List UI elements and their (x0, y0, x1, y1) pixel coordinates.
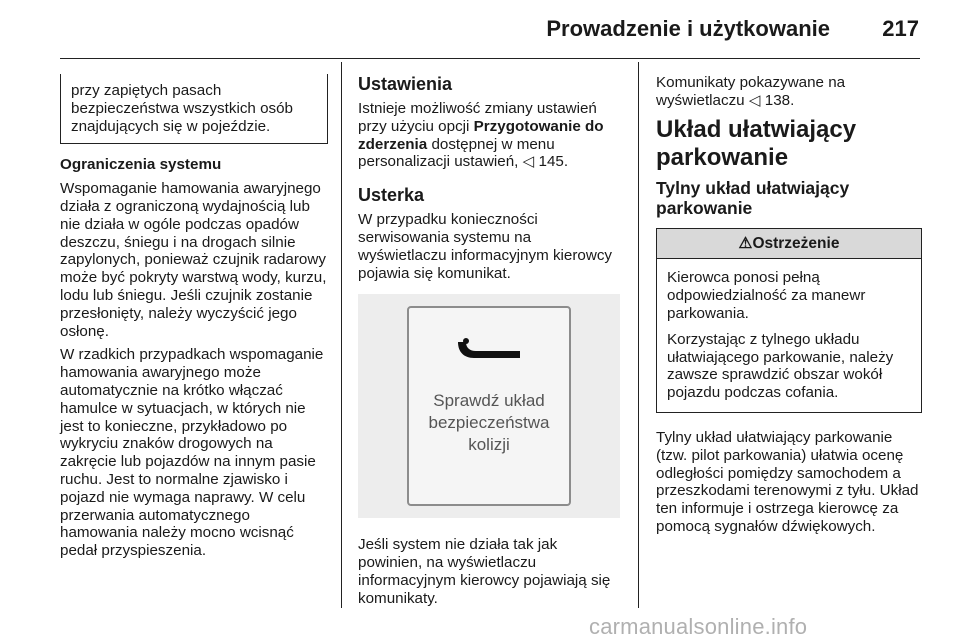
settings-heading: Ustawienia (358, 74, 453, 94)
messages-paragraph: Komunikaty pokazywane na wyświetlaczu ◁ 138. (656, 74, 846, 109)
column-middle (358, 74, 620, 614)
after-figure-paragraph: Jeśli system nie działa tak jak powinien, na wyświetlaczu informacyjnym kierowcy pojawiają się komunikaty. (358, 536, 611, 607)
warning-paragraph: Korzystając z tylnego układu ułatwiającego parkowanie, należy zawsze sprawdzić obszar wokół pojazdu podczas cofania. (667, 330, 894, 402)
continued-box (60, 74, 328, 144)
warning-header (657, 229, 921, 260)
page-ref-arrow-icon: ◁ (522, 153, 535, 171)
column-divider (341, 62, 342, 608)
page-number: 217 (882, 16, 919, 41)
column-right (656, 74, 922, 542)
header-title: Prowadzenie i użytkowanie (546, 16, 830, 41)
fault-paragraph: W przypadku konieczności serwisowania systemu na wyświetlaczu informacyjnym kierowcy pojawia się komunikat. (358, 211, 613, 282)
subsection-heading: Tylny układ ułatwiający parkowanie (656, 177, 850, 218)
column-divider (638, 62, 639, 608)
page-ref[interactable]: 145. (534, 153, 569, 171)
settings-paragraph: Istnieje możliwość zmiany ustawień przy użyciu opcji Przygotowanie do zderzenia dostępnej w menu personalizacji ustawień, ◁ 145. (358, 100, 604, 171)
section-heading: Układ ułatwiający parkowanie (656, 115, 857, 171)
rare-cases-paragraph: W rzadkich przypadkach wspomaganie hamowania awaryjnego może automatycznie na krótko włączać hamulce w sytuacjach, w których nie jest to konieczne, przykładowo po wykryciu znaków drogowych na zakręcie lub pojazdów na innym pasie ruchu. Jest to normalne zjawisko i pojazd nie wymaga naprawy. W celu przerwania automatycznego hamowania należy mocno wcisnąć pedał przyspieszenia. (60, 346, 324, 560)
watermark: carmanualsonline.info (589, 614, 808, 639)
wrench-icon (456, 338, 522, 364)
limits-paragraph: Wspomaganie hamowania awaryjnego działa z ograniczoną wydajnością lub nie działa w ogóle podczas opadów deszczu, śniegu i na drogach silnie zapylonych, ponieważ czujnik radarowy może być pokryty warstwą wody, kurzu, lodu lub śniegu. Jeśli czujnik zostanie przesłonięty, należy wyczyścić jego osłonę. (60, 180, 327, 340)
display-message: Sprawdź układ bezpieczeństwa kolizji (428, 391, 550, 455)
column-left (60, 74, 328, 566)
warning-box (656, 228, 922, 413)
box-text: przy zapiętych pasach bezpieczeństwa wszystkich osób znajdujących się w pojeździe. (71, 82, 294, 135)
parking-paragraph: Tylny układ ułatwiający parkowanie (tzw. pilot parkowania) ułatwia ocenę odległości pomiędzy samochodem a przeszkodami terenowymi z tyłu. Układ ten informuje i ostrzega kierowcę za pomocą sygnałów dźwiękowych. (656, 428, 919, 535)
warning-body (657, 259, 921, 412)
settings-option: Przygotowanie do zderzenia (358, 117, 604, 153)
header-divider (60, 58, 920, 59)
display-panel (407, 306, 571, 506)
warning-paragraph: Kierowca ponosi pełną odpowiedzialność za manewr parkowania. (667, 269, 866, 322)
display-figure (358, 294, 620, 518)
fault-heading: Usterka (358, 185, 425, 206)
page-ref[interactable]: 138. (760, 91, 795, 109)
warning-title: Ostrzeżenie (752, 234, 840, 252)
limits-heading: Ograniczenia systemu (60, 156, 222, 174)
page-ref-arrow-icon: ◁ (748, 91, 761, 109)
warning-triangle-icon: ⚠ (738, 234, 753, 252)
